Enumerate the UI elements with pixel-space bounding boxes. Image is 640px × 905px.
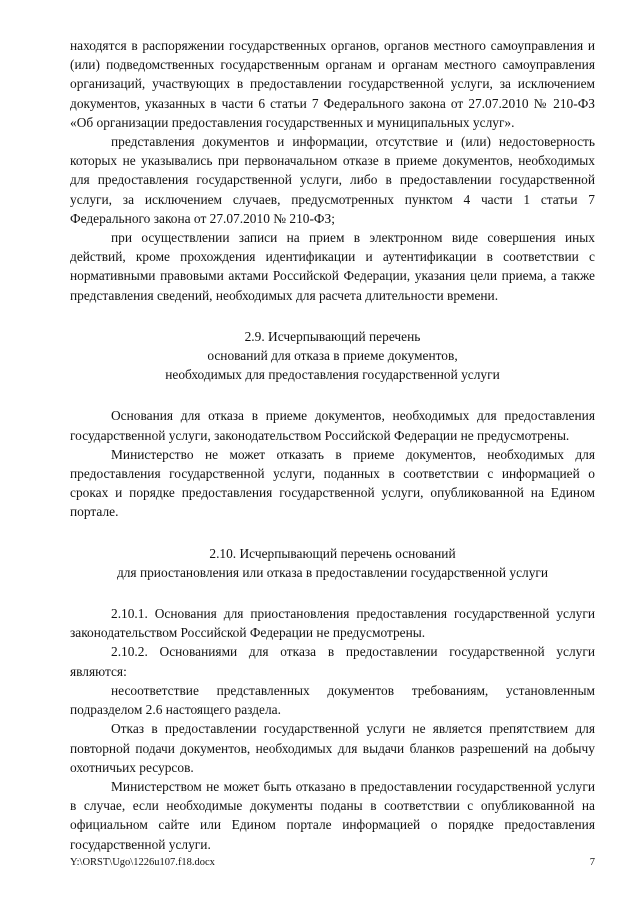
document-body: [70, 36, 595, 854]
paragraph-continuation: находятся в распоряжении государственных органов, органов местного самоуправления и (или) подведомственных государственным органам и органам местного самоуправления организаций, участвующих в предоставлении государственной услуги, за исключением документов, указанных в части 6 статьи 7 Федерального закона от 27.07.2010 № 210-ФЗ «Об организации предоставления государственных и муниципальных услуг».: [70, 38, 595, 130]
heading-line: 2.9. Исчерпывающий перечень: [244, 328, 421, 344]
heading-line: 2.10. Исчерпывающий перечень оснований: [209, 545, 456, 561]
heading-line: для приостановления или отказа в предоставлении государственной услуги: [116, 564, 549, 580]
section-heading-2-10: [70, 544, 595, 582]
page-number: 7: [589, 857, 595, 868]
paragraph-2-10-2: 2.10.2. Основаниями для отказа в предоставлении государственной услуги являются:: [70, 644, 595, 679]
heading-line: оснований для отказа в приеме документов,: [207, 348, 458, 364]
paragraph-refusal: Отказ в предоставлении государственной услуги не является препятствием для повторной подачи документов, необходимых для выдачи бланков разрешений на добычу охотничьих ресурсов.: [70, 721, 595, 775]
paragraph-electronic: при осуществлении записи на прием в электронном виде совершения иных действий, кроме прохождения идентификации и аутентификации в соответствии с нормативными правовыми актами Российской Федерации, указания цели приема, а также представления сведений, необходимых для расчета длительности времени.: [70, 230, 595, 303]
paragraph-mismatch: несоответствие представленных документов требованиям, установленным подразделом 2.6 настоящего раздела.: [70, 682, 595, 718]
section-heading-2-9: [70, 327, 595, 385]
paragraph-2-9-a: Основания для отказа в приеме документов, необходимых для предоставления государственной услуги, законодательством Российской Федерации не предусмотрены.: [70, 408, 595, 443]
paragraph-2-10-1: 2.10.1. Основания для приостановления предоставления государственной услуги законодательством Российской Федерации не предусмотрены.: [70, 606, 595, 641]
paragraph-2-9-b: Министерство не может отказать в приеме документов, необходимых для предоставления государственной услуги, поданных в соответствии с информацией о сроках и порядке предоставления государственной услуги, опубликованной на Едином портале.: [70, 446, 595, 520]
paragraph-ministry: Министерством не может быть отказано в предоставлении государственной услуги в случае, если необходимые документы поданы в соответствии с опубликованной на официальном сайте или Едином портале информацией о порядке предоставления государственной услуги.: [70, 778, 595, 852]
footer-file-path: Y:\ORST\Ugo\1226u107.f18.docx: [70, 857, 215, 868]
paragraph-absence: представления документов и информации, отсутствие и (или) недостоверность которых не указывались при первоначальном отказе в приеме документов, необходимых для предоставления государственной услуги, либо в предоставлении государственной услуги, за исключением случаев, предусмотренных пунктом 4 части 1 статьи 7 Федерального закона от 27.07.2010 № 210-ФЗ;: [70, 134, 595, 226]
heading-line: необходимых для предоставления государственной услуги: [165, 367, 500, 383]
